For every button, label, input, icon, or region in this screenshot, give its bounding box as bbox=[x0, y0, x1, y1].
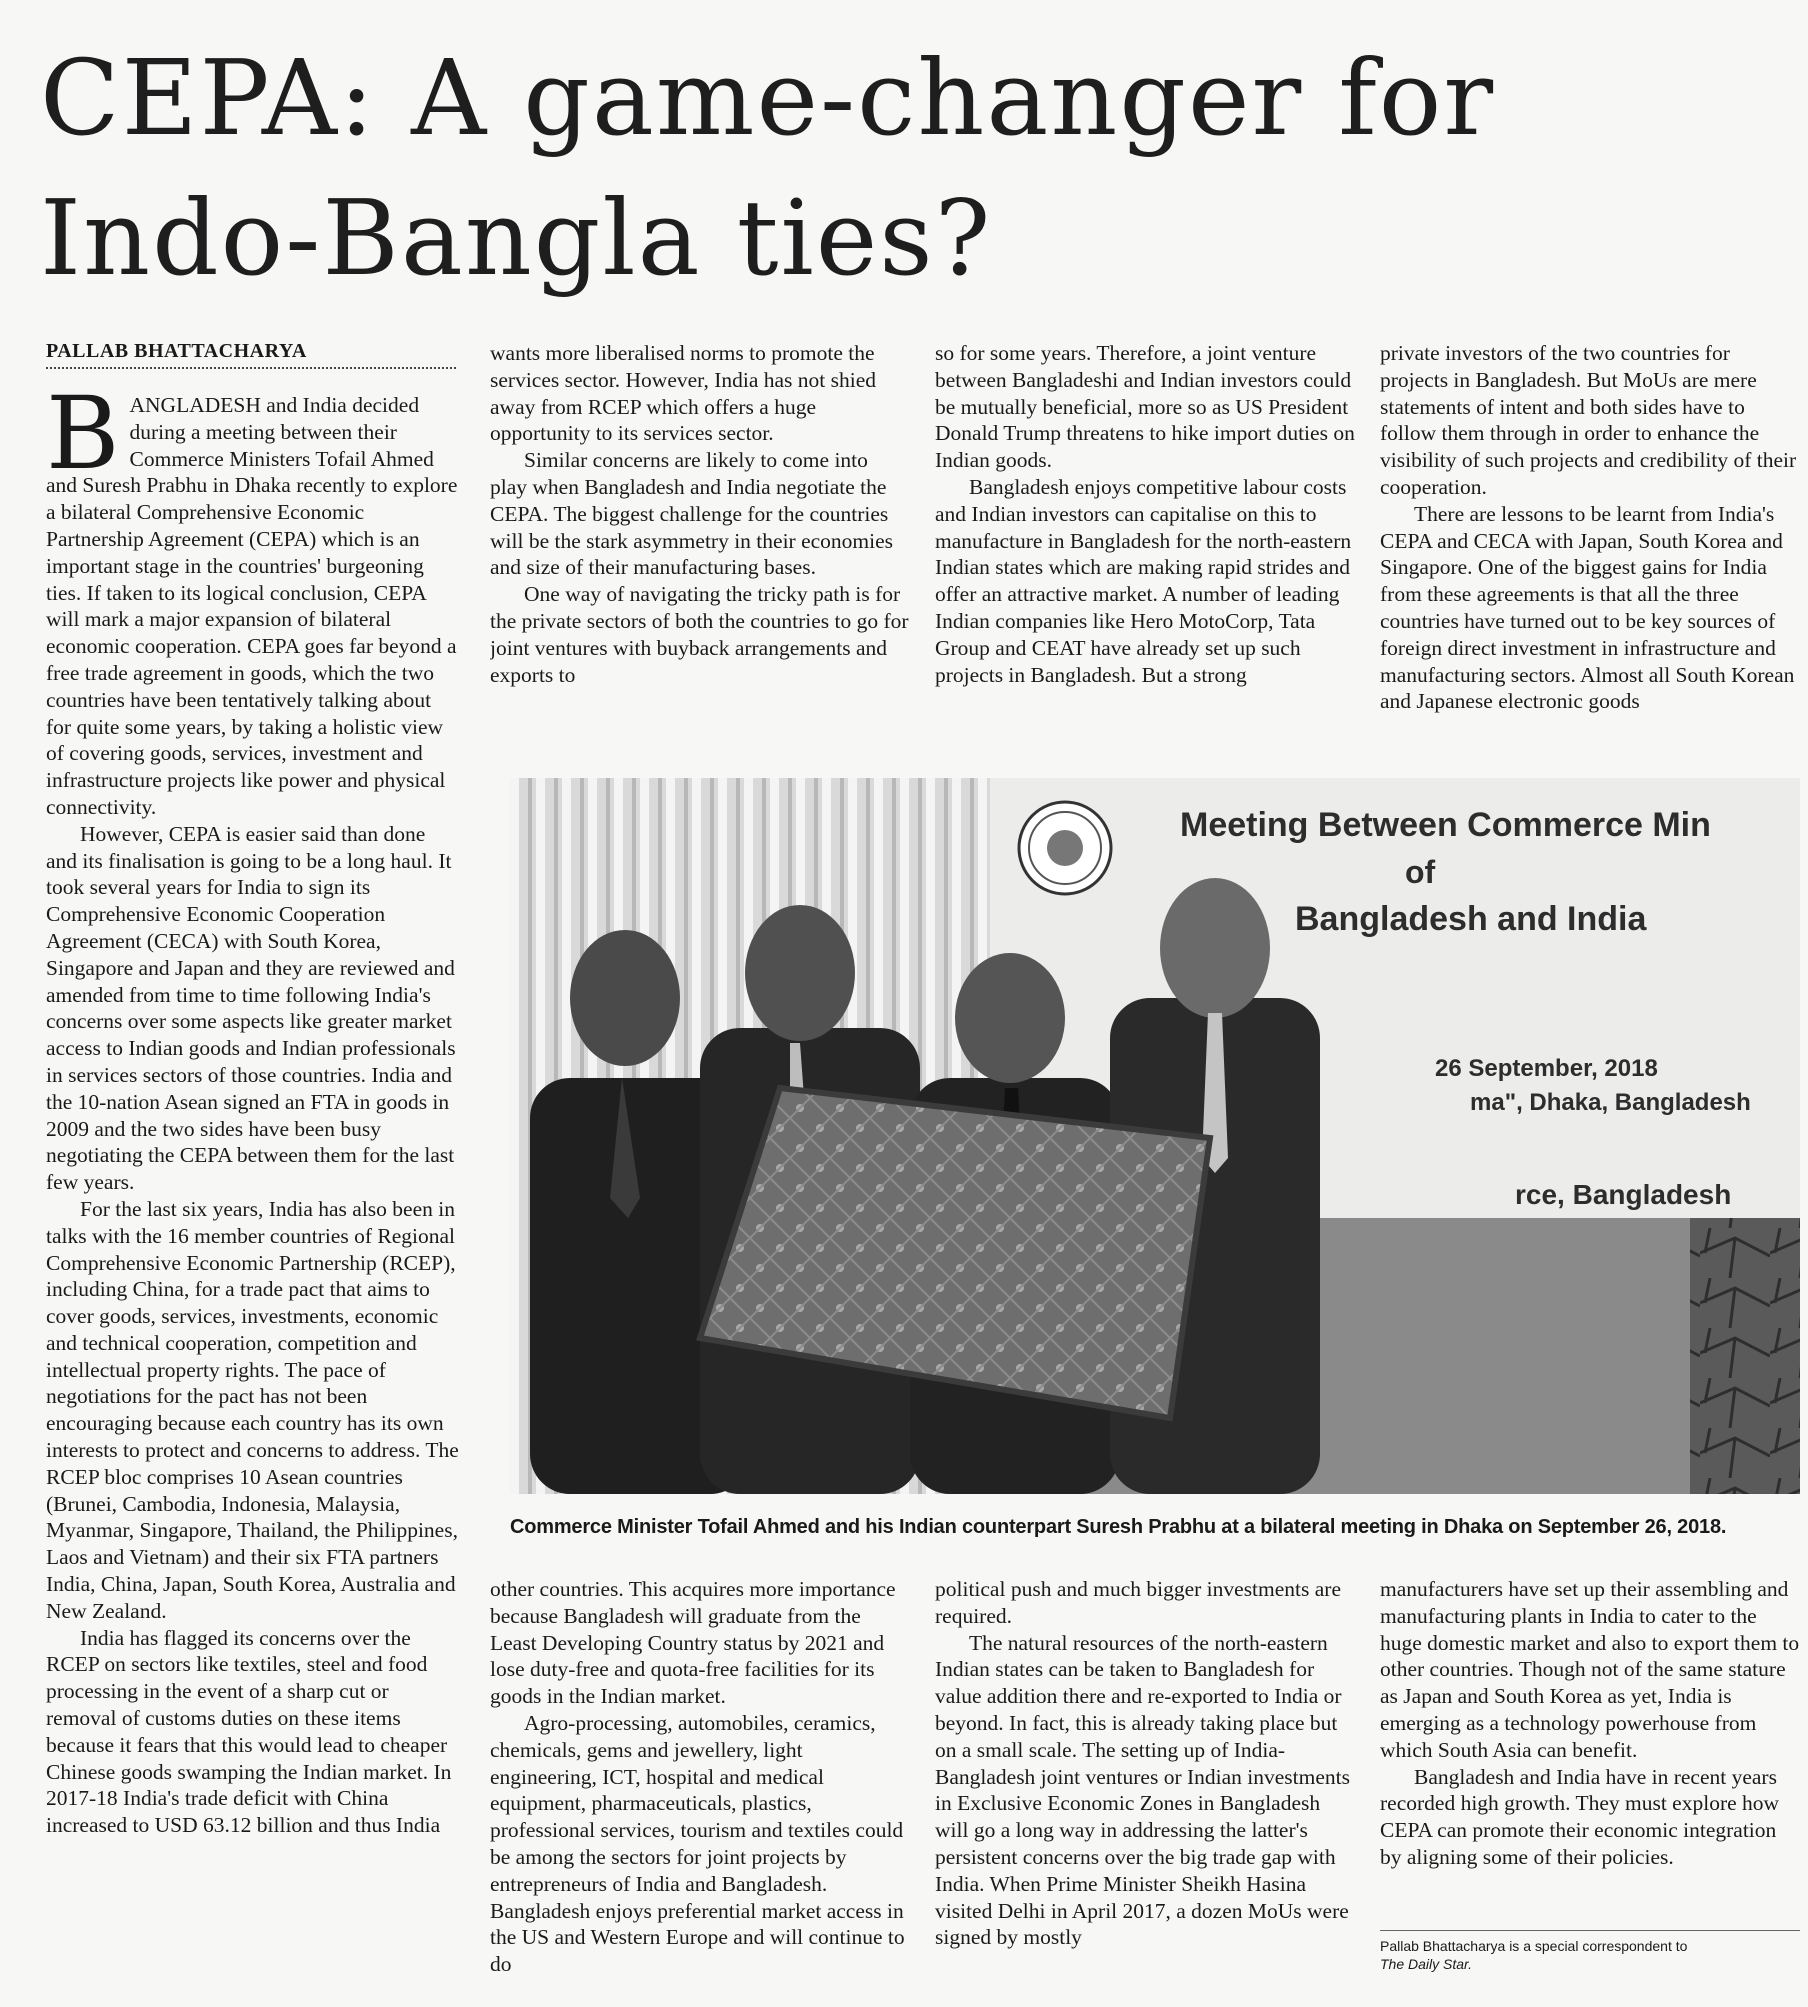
paragraph: wants more liberalised norms to promote the services sector. However, India has not shied away from RCEP which offers a huge opportunity to its services sector. bbox=[490, 341, 877, 446]
paragraph: The natural resources of the north-eastern Indian states can be taken to Bangladesh for value addition there and re-exported to India or beyond. In fact, this is already taking place but on a small scale. The setting up of India-Bangladesh joint ventures or Indian investments in Exclusive Economic Zones in Bangladesh will go a long way in addressing the latter's persistent concerns over the big trade gap with India. When Prime Minister Sheikh Hasina visited Delhi in April 2017, a dozen MoUs were signed by mostly bbox=[935, 1630, 1350, 1950]
paragraph: One way of navigating the tricky path is for the private sectors of both the countries to go for joint ventures with buyback arrangements and exports to bbox=[490, 582, 909, 687]
article-column-2-bottom bbox=[490, 1576, 910, 2001]
paragraph: manufacturers have set up their assembling and manufacturing plants in India to cater to the huge domestic market and also to export them to other countries. Though not of the same stature as Japan and South Korea as yet, India is emerging as a technology powerhouse from which South Asia can benefit. bbox=[1380, 1577, 1800, 1762]
article-column-2-top bbox=[490, 340, 910, 740]
banner-venue: ma", Dhaka, Bangladesh bbox=[1470, 1089, 1751, 1116]
stone-wall bbox=[1690, 1218, 1800, 1494]
headline: CEPA: A game-changer for Indo-Bangla ties? bbox=[40, 37, 1496, 299]
paragraph: other countries. This acquires more importance because Bangladesh will graduate from the Least Developing Country status by 2021 and lose duty-free and quota-free facilities for its goods in the Indian market. bbox=[490, 1577, 896, 1709]
paragraph: However, CEPA is easier said than done and its finalisation is going to be a long haul. It took several years for India to sign its Comprehensive Economic Cooperation Agreement (CECA) with South Korea, Singapore and Japan and they are reviewed and amended from time to time following India's concerns over some aspects like greater market access to Indian goods and Indian professionals in services sectors of those countries. India and the 10-nation Asean signed an FTA in goods in 2009 and the two sides have been busy negotiating the CEPA between them for the last few years. bbox=[46, 821, 456, 1195]
paragraph: Bangladesh and India have in recent years recorded high growth. They must explore how CEPA can promote their economic integration by aligning some of their policies. bbox=[1380, 1764, 1780, 1869]
banner-ministry: rce, Bangladesh bbox=[1515, 1179, 1732, 1210]
banner-title: Meeting Between Commerce Min bbox=[1180, 806, 1711, 844]
author-note bbox=[1380, 1930, 1800, 1973]
banner-countries: Bangladesh and India bbox=[1295, 900, 1647, 938]
paragraph: India has flagged its concerns over the RCEP on sectors like textiles, steel and food processing in the event of a sharp cut or removal of customs duties on these items because it fears that this would lead to cheaper Chinese goods swamping the Indian market. In 2017-18 India's trade deficit with China increased to USD 63.12 billion and thus India bbox=[46, 1625, 452, 1838]
photo-illustration bbox=[510, 778, 1800, 1494]
paragraph: so for some years. Therefore, a joint venture between Bangladeshi and Indian investors could be mutually beneficial, more so as US President Donald Trump threatens to hike import duties on Indian goods. bbox=[935, 341, 1355, 473]
paragraph: Agro-processing, automobiles, ceramics, chemicals, gems and jewellery, light engineering, ICT, hospital and medical equipment, pharmaceuticals, plastics, professional services, tourism and textiles could be among the sectors for joint projects by entrepreneurs of India and Bangladesh. Bangladesh enjoys preferential market access in the US and Western Europe and will continue to do bbox=[490, 1710, 905, 1977]
lead-paragraph bbox=[46, 392, 460, 821]
photo-caption: Commerce Minister Tofail Ahmed and his Indian counterpart Suresh Prabhu at a bilateral meeting in Dhaka on September 26, 2018. bbox=[510, 1516, 1727, 1538]
drop-cap: B bbox=[46, 392, 120, 492]
paragraph: private investors of the two countries for projects in Bangladesh. But MoUs are mere statements of intent and both sides have to follow them through in order to enhance the visibility of such projects and credibility of their cooperation. bbox=[1380, 341, 1797, 499]
article-column-4-top bbox=[1380, 340, 1800, 740]
paragraph: There are lessons to be learnt from India's CEPA and CECA with Japan, South Korea and Singapore. One of the biggest gains for India from these agreements is that all the three countries have turned out to be key sources of foreign direct investment in infrastructure and manufacturing sectors. Almost all South Korean and Japanese electronic goods bbox=[1380, 501, 1795, 714]
news-photo bbox=[510, 778, 1800, 1494]
article-column-4-bottom bbox=[1380, 1576, 1800, 1921]
article-column-3-bottom bbox=[935, 1576, 1355, 2001]
banner-of: of bbox=[1405, 854, 1436, 890]
paragraph: political push and much bigger investments are required. bbox=[935, 1577, 1342, 1628]
article-column-1 bbox=[46, 392, 460, 1997]
paragraph: Similar concerns are likely to come into play when Bangladesh and India negotiate the CEPA. The biggest challenge for the countries will be the stark asymmetry in their economies and size of their manufacturing bases. bbox=[490, 448, 894, 580]
paragraph: Bangladesh enjoys competitive labour costs and Indian investors can capitalise on this to manufacture in Bangladesh for the north-eastern Indian states which are making rapid strides and offer an attractive market. A number of leading Indian companies like Hero MotoCorp, Tata Group and CEAT have already set up such projects in Bangladesh. But a strong bbox=[935, 474, 1352, 687]
banner-date: 26 September, 2018 bbox=[1435, 1055, 1658, 1082]
government-seal-icon bbox=[1019, 802, 1111, 894]
paragraph: For the last six years, India has also been in talks with the 16 member countries of Regional Comprehensive Economic Partnership (RCEP), including China, for a trade pact that aims to cover goods, services, investments, economic and technical cooperation, competition and intellectual property rights. The pace of negotiations for the pact has not been encouraging because each country has its own interests to protect and concerns to address. The RCEP bloc comprises 10 Asean countries (Brunei, Cambodia, Indonesia, Malaysia, Myanmar, Singapore, Thailand, the Philippines, Laos and Vietnam) and their six FTA partners India, China, Japan, South Korea, Australia and New Zealand. bbox=[46, 1196, 459, 1623]
lead-paragraph-text: ANGLADESH and India decided during a meeting between their Commerce Ministers Tofail Ahmed and Suresh Prabhu in Dhaka recently to explore a bilateral Comprehensive Economic Partnership Agreement (CEPA) which is an important stage in the countries' burgeoning ties. If taken to its logical conclusion, CEPA will mark a major expansion of bilateral economic cooperation. CEPA goes far beyond a free trade agreement in goods, which the two countries have been tentatively talking about for quite some years, by taking a holistic view of covering goods, services, investment and infrastructure projects like power and physical connectivity. bbox=[46, 393, 458, 819]
article-column-3-top bbox=[935, 340, 1355, 740]
author-note-text: Pallab Bhattacharya is a special correspondent to bbox=[1380, 1938, 1688, 1954]
author-note-publication: The Daily Star. bbox=[1380, 1956, 1473, 1972]
byline: PALLAB BHATTACHARYA bbox=[46, 340, 456, 369]
